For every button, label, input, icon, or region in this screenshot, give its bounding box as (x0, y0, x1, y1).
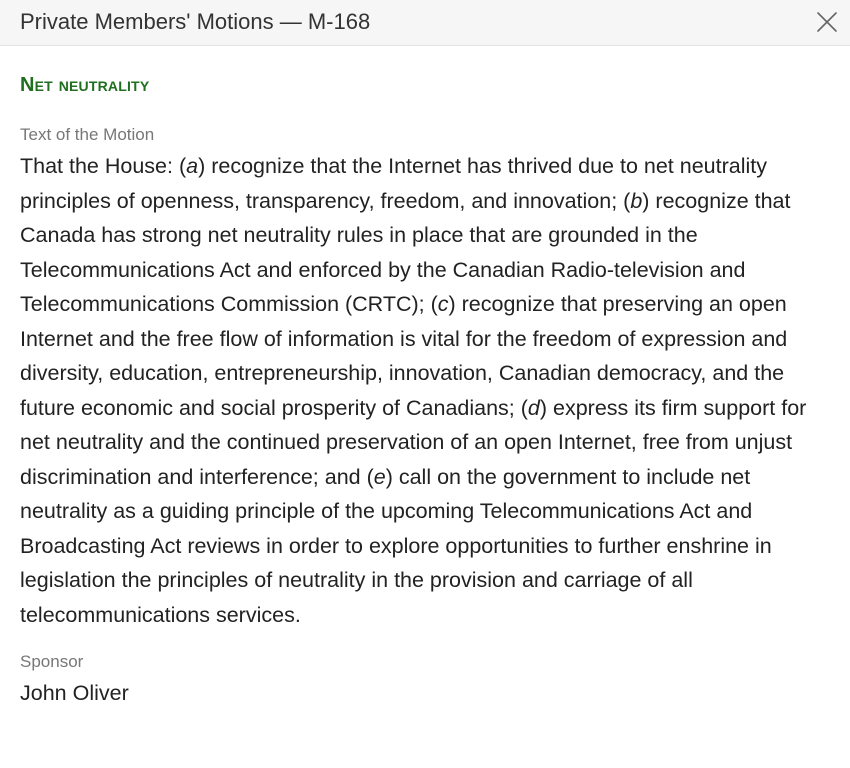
sponsor-label: Sponsor (20, 652, 84, 671)
motion-text-label: Text of the Motion (20, 125, 155, 144)
close-icon (815, 10, 839, 34)
motion-text-segment: ) recognize that preserving an open Internet and the free flow of information is vital for the freedom of expression and diversity, education, entrepreneurship, innovation, Canadian democracy, and the future economic and social prosperity of Canadians; ( (20, 292, 788, 420)
motion-title: Net neutrality (20, 74, 150, 96)
motion-text-segment: ) call on the government to include net neutrality as a guiding principle of the upcoming Telecommunications Act and Broadcasting Act reviews in order to explore opportunities to further enshrine in legislation the principles of neutrality in the provision and carriage of all telecommunications services. (20, 464, 772, 627)
motion-text-segment: ) recognize that the Internet has thrived due to net neutrality principles of openness, transparency, freedom, and innovation; ( (20, 154, 767, 213)
motion-item-letter: d (527, 395, 540, 420)
dialog-header (0, 0, 850, 46)
close-button[interactable] (812, 7, 842, 37)
motion-text-segment: ) recognize that Canada has strong net neutrality rules in place that are grounded in the Telecommunications Act and enforced by the Canadian Radio-television and Telecommunications Commission (CRTC); ( (20, 188, 791, 316)
sponsor-name: John Oliver (20, 681, 129, 705)
motion-text (20, 149, 828, 632)
motion-item-letter: b (630, 188, 643, 213)
dialog-title: Private Members' Motions — M-168 (20, 9, 371, 34)
dialog-body (0, 73, 850, 707)
motion-item-letter: c (437, 292, 449, 316)
motion-text-segment: ) express its firm support for net neutrality and the continued preservation of an open Internet, free from unjust discrimination and interference; and ( (20, 395, 807, 489)
motion-item-letter: a (186, 154, 199, 178)
motion-item-letter: e (373, 464, 386, 489)
motion-text-segment: That the House: ( (20, 154, 187, 178)
